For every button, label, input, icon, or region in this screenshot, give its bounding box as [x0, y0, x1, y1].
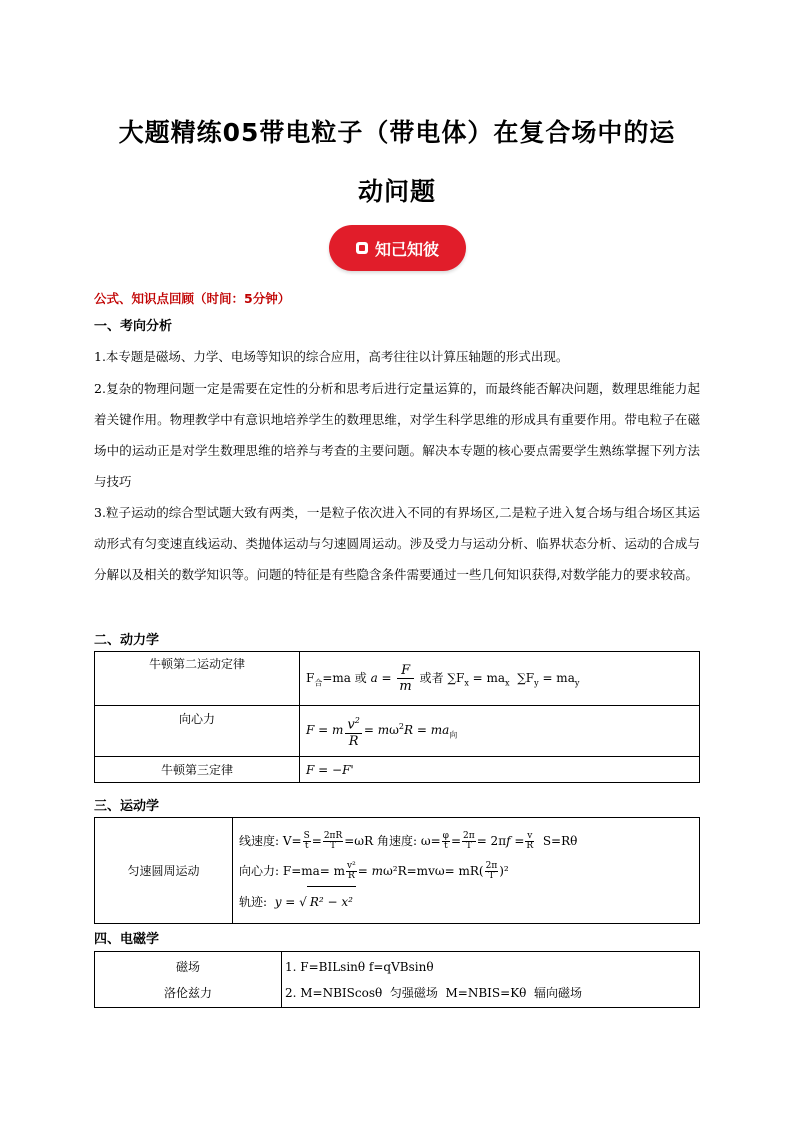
badge-label: 知己知彼	[374, 239, 439, 259]
trajectory-label: 轨迹:	[239, 895, 268, 909]
em-labels	[95, 952, 282, 1008]
section-heading-electromagnetism: 四、电磁学	[94, 932, 160, 947]
linear-speed-label: 线速度:	[239, 834, 280, 848]
kinematics-table	[94, 817, 700, 924]
torque-formula-line	[285, 980, 693, 1006]
or-label: 或者	[419, 671, 444, 685]
section-heading-kinematics: 三、运动学	[94, 799, 160, 814]
em-formulas	[282, 952, 700, 1008]
paragraph-2: 2.复杂的物理问题一定是需要在定性的分析和思考后进行定量运算的，而最终能否解决问题，数理思维能力起着关键作用。物理教学中有意识地培养学生的数理思维，对学生科学思维的形成具有重要作用。带电粒子在磁场中的运动正是对学生数理思维的培养与考查的主要问题。解决本专题的核心要点需要学生熟练掌握下列方法与技巧	[94, 381, 700, 489]
centripetal-force-formula: F = m $\frac{v^2}{R}$ = $m\omega^2R = ma_向$	[300, 706, 700, 757]
centripetal-formula-line: 向心力: F=ma= m $\frac{\text{v²}}{R}$ = mω²R=mvω= mR( $\frac{2\pi}{T}$ )²	[239, 861, 509, 881]
page-title-line1: 大题精练05带电粒子（带电体）在复合场中的运	[118, 118, 676, 147]
centripetal-label: 向心力:	[239, 864, 280, 878]
torque-formula-radial: M=NBIS=Kθ	[445, 985, 527, 1000]
newton-second-law-formula: $F_合=ma$ 或 a = $\frac{F}{m}$ 或者 $\sum F_x = ma_x$ $\sum F_y = ma_y$	[300, 652, 700, 706]
section-heading-dynamics: 二、动力学	[94, 633, 160, 648]
radial-field-label: 辐向磁场	[534, 985, 583, 1000]
lorentz-force-label: 洛伦兹力	[163, 985, 212, 1000]
dynamics-row-label: 牛顿第二运动定律	[95, 652, 300, 706]
dynamics-row-label: 向心力	[95, 706, 300, 757]
magnetic-field-label: 磁场	[175, 959, 200, 974]
badge-square-icon	[356, 242, 368, 254]
circular-motion-label: 匀速圆周运动	[95, 818, 233, 924]
dynamics-row-label: 牛顿第三定律	[95, 757, 300, 783]
uniform-field-label: 匀强磁场	[389, 985, 438, 1000]
dynamics-table	[94, 651, 700, 783]
paragraph-1: 1.本专题是磁场、力学、电场等知识的综合应用，高考往往以计算压轴题的形式出现。	[94, 349, 569, 364]
electromagnetism-table	[94, 951, 700, 1008]
recall-heading: 公式、知识点回顾（时间：5分钟）	[94, 291, 291, 306]
angular-speed-label: 角速度:	[376, 834, 417, 848]
circular-motion-formulas	[233, 818, 700, 924]
paragraph-3: 3.粒子运动的综合型试题大致有两类，一是粒子依次进入不同的有界场区,二是粒子进入复合场与组合场区其运动形式有匀变速直线运动、类抛体运动与匀速圆周运动。涉及受力与运动分析、临界状态分析、运动的合成与分解以及相关的数学知识等。问题的特征是有些隐含条件需要通过一些几何知识获得,对数学能力的要求较高。	[94, 505, 700, 582]
page-title-line2: 动问题	[357, 177, 436, 206]
linear-angular-speed-line: 线速度: V= $\frac{S}{t}$ = $\frac{2\pi R}{T}$ =ωR 角速度: ω= $\frac{\varphi}{t}$ = $\frac{2\pi}{T}$ = 2πf = $\frac{v}{R}$ S=Rθ	[239, 831, 578, 851]
know-yourself-badge	[329, 225, 466, 271]
force-formula-line: 1. F=BILsinθ f=qVBsinθ	[285, 959, 434, 974]
torque-formula-uniform: 2. M=NBIScosθ	[285, 985, 383, 1000]
newton-third-law-formula: F = −F'	[300, 757, 700, 783]
section-heading-analysis: 一、考向分析	[94, 319, 173, 334]
or-label: 或	[354, 671, 367, 685]
trajectory-line: 轨迹: y = √ R² − x²	[239, 886, 693, 917]
